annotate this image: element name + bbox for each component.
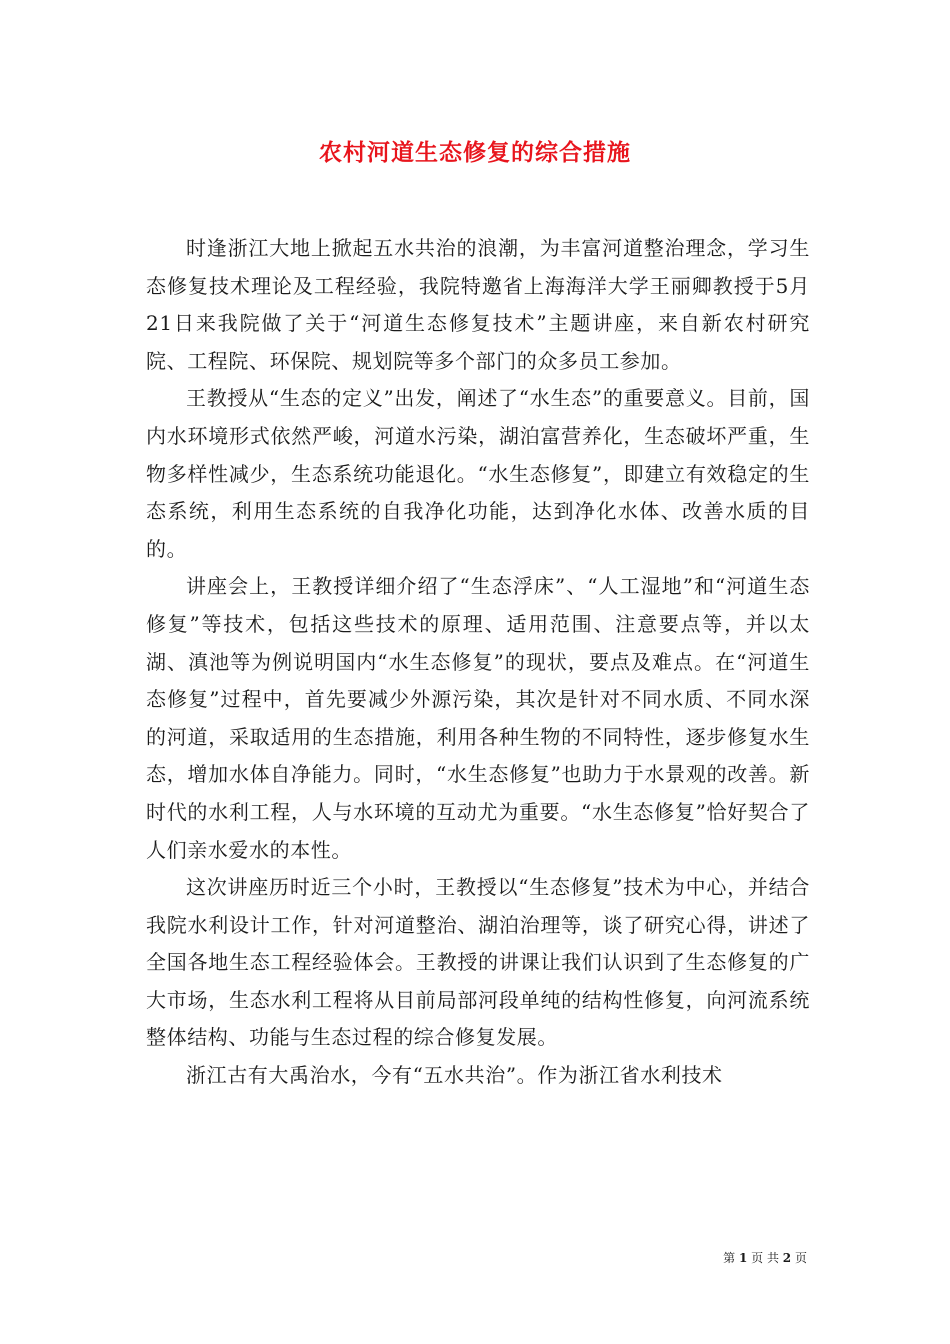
paragraph: 讲座会上，王教授详细介绍了“生态浮床”、“人工湿地”和“河道生态修复”等技术，包括这些技术的原理、适用范围、注意要点等，并以太湖、滇池等为例说明国内“水生态修复”的现状，要点及难点。在“河道生态修复”过程中，首先要减少外源污染，其次是针对不同水质、不同水深的河道，采取适用的生态措施，利用各种生物的不同特性，逐步修复水生态，增加水体自净能力。同时，“水生态修复”也助力于水景观的改善。新时代的水利工程，人与水环境的互动尤为重要。“水生态修复”恰好契合了人们亲水爱水的本性。	[146, 574, 810, 862]
paragraph: 王教授从“生态的定义”出发，阐述了“水生态”的重要意义。目前，国内水环境形式依然严峻，河道水污染，湖泊富营养化，生态破坏严重，生物多样性减少，生态系统功能退化。“水生态修复”，即建立有效稳定的生态系统，利用生态系统的自我净化功能，达到净化水体、改善水质的目的。	[146, 386, 810, 561]
page-number-footer	[723, 1249, 807, 1266]
document-title: 农村河道生态修复的综合措施	[319, 139, 631, 166]
current-page-number: 1	[738, 1251, 748, 1265]
footer-suffix: 页	[794, 1251, 807, 1265]
paragraph: 浙江古有大禹治水，今有“五水共治”。作为浙江省水利技术	[186, 1063, 723, 1088]
total-pages-number: 2	[782, 1251, 792, 1265]
paragraph: 这次讲座历时近三个小时，王教授以“生态修复”技术为中心，并结合我院水利设计工作，针对河道整治、湖泊治理等，谈了研究心得，讲述了全国各地生态工程经验体会。王教授的讲课让我们认识到了生态修复的广大市场，生态水利工程将从目前局部河段单纯的结构性修复，向河流系统整体结构、功能与生态过程的综合修复发展。	[146, 875, 810, 1050]
footer-middle: 页 共	[751, 1251, 779, 1265]
footer-prefix: 第	[723, 1251, 736, 1265]
paragraph: 时逢浙江大地上掀起五水共治的浪潮，为丰富河道整治理念，学习生态修复技术理论及工程经验，我院特邀省上海海洋大学王丽卿教授于5月21日来我院做了关于“河道生态修复技术”主题讲座，来自新农村研究院、工程院、环保院、规划院等多个部门的众多员工参加。	[146, 236, 810, 373]
document-body	[146, 230, 810, 1095]
